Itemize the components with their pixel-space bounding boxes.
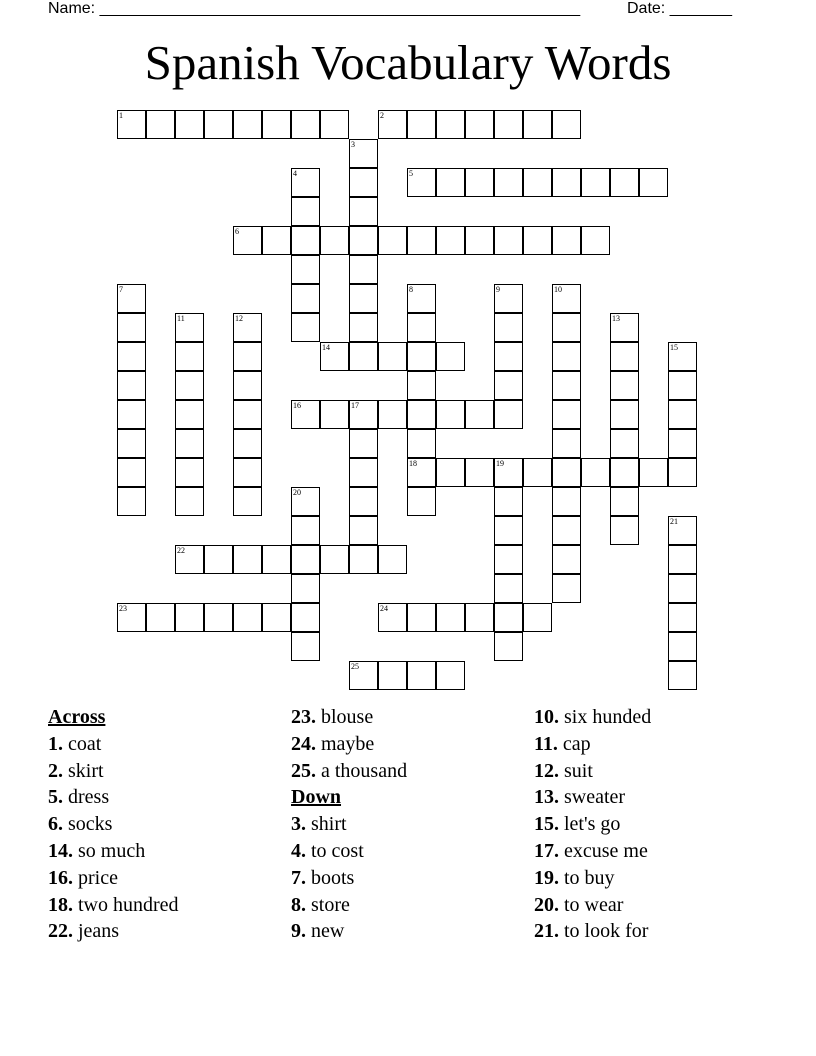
crossword-cell[interactable] (668, 516, 697, 545)
clue-number: 10 (554, 285, 562, 294)
crossword-cell[interactable] (204, 545, 233, 574)
crossword-cell[interactable] (146, 110, 175, 139)
clue-item-text: jeans (73, 920, 120, 943)
crossword-cell[interactable] (581, 226, 610, 255)
clue-item (291, 704, 407, 731)
crossword-cell[interactable] (494, 110, 523, 139)
crossword-cell[interactable] (233, 342, 262, 371)
crossword-cell[interactable] (407, 487, 436, 516)
crossword-cell[interactable] (349, 458, 378, 487)
crossword-cell[interactable] (494, 371, 523, 400)
clue-item-number: 21. (534, 920, 559, 943)
clue-item (291, 838, 407, 865)
clue-item (534, 704, 651, 731)
crossword-cell[interactable] (494, 342, 523, 371)
clue-item-number: 10. (534, 706, 559, 728)
crossword-cell[interactable] (494, 168, 523, 197)
crossword-cell[interactable] (523, 603, 552, 632)
crossword-cell[interactable] (117, 603, 146, 632)
crossword-cell[interactable] (320, 342, 349, 371)
clue-item-number: 7. (291, 866, 306, 889)
crossword-cell[interactable] (494, 545, 523, 574)
clue-item-number: 5. (48, 786, 63, 809)
clue-item-text: maybe (316, 732, 375, 755)
clue-item (48, 758, 179, 785)
clue-number: 1 (119, 111, 123, 120)
clue-item-number: 3. (291, 813, 306, 836)
crossword-cell[interactable] (175, 487, 204, 516)
crossword-cell[interactable] (552, 400, 581, 429)
clue-section-heading: Down (291, 786, 342, 809)
crossword-cell[interactable] (117, 487, 146, 516)
clue-item-text: boots (306, 866, 355, 889)
clue-item (291, 918, 407, 945)
crossword-cell[interactable] (494, 603, 523, 632)
crossword-cell[interactable] (610, 516, 639, 545)
crossword-cell[interactable] (610, 342, 639, 371)
clue-item-text: store (306, 893, 350, 916)
crossword-cell[interactable] (610, 458, 639, 487)
crossword-cell[interactable] (552, 458, 581, 487)
crossword-cell[interactable] (436, 342, 465, 371)
clue-number: 15 (670, 343, 678, 352)
crossword-cell[interactable] (233, 110, 262, 139)
crossword-cell[interactable] (407, 603, 436, 632)
clue-item-number: 11. (534, 732, 558, 755)
clue-item-text: price (73, 866, 118, 889)
clue-item-text: let's go (559, 813, 621, 836)
crossword-cell[interactable] (262, 226, 291, 255)
crossword-cell[interactable] (523, 168, 552, 197)
crossword-cell[interactable] (552, 487, 581, 516)
crossword-cell[interactable] (552, 168, 581, 197)
crossword-cell[interactable] (494, 313, 523, 342)
crossword-cell[interactable] (349, 342, 378, 371)
crossword-cell[interactable] (523, 226, 552, 255)
clues-column-3 (534, 704, 651, 945)
crossword-cell[interactable] (494, 516, 523, 545)
crossword-cell[interactable] (668, 371, 697, 400)
crossword-cell[interactable] (610, 487, 639, 516)
clue-item-number: 25. (291, 759, 316, 782)
clue-number: 23 (119, 604, 127, 613)
crossword-cell[interactable] (610, 168, 639, 197)
crossword-cell[interactable] (291, 603, 320, 632)
crossword-cell[interactable] (233, 545, 262, 574)
clue-item-number: 16. (48, 866, 73, 889)
clue-item-number: 20. (534, 893, 559, 916)
crossword-cell[interactable] (117, 110, 146, 139)
crossword-cell[interactable] (668, 632, 697, 661)
crossword-cell[interactable] (668, 574, 697, 603)
crossword-cell[interactable] (407, 226, 436, 255)
crossword-cell[interactable] (407, 313, 436, 342)
clue-number: 11 (177, 314, 185, 323)
crossword-cell[interactable] (320, 226, 349, 255)
clue-item (48, 892, 179, 919)
clue-item (534, 892, 651, 919)
clue-number: 6 (235, 227, 239, 236)
clue-item (534, 758, 651, 785)
crossword-cell[interactable] (175, 313, 204, 342)
crossword-cell[interactable] (175, 603, 204, 632)
clue-number: 12 (235, 314, 243, 323)
clue-item-text: shirt (306, 813, 347, 836)
clues-column-1 (48, 704, 179, 945)
clue-item (291, 892, 407, 919)
clue-item (291, 758, 407, 785)
clue-item-text: two hundred (73, 893, 179, 916)
clue-item-number: 15. (534, 813, 559, 836)
crossword-cell[interactable] (349, 255, 378, 284)
crossword-cell[interactable] (378, 603, 407, 632)
crossword-cell[interactable] (175, 429, 204, 458)
crossword-cell[interactable] (668, 603, 697, 632)
crossword-cell[interactable] (436, 603, 465, 632)
crossword-cell[interactable] (291, 255, 320, 284)
crossword-cell[interactable] (407, 458, 436, 487)
clue-number: 14 (322, 343, 330, 352)
crossword-cell[interactable] (407, 110, 436, 139)
crossword-cell[interactable] (233, 487, 262, 516)
crossword-cell[interactable] (262, 545, 291, 574)
crossword-cell[interactable] (436, 226, 465, 255)
crossword-cell[interactable] (349, 429, 378, 458)
crossword-cell[interactable] (233, 603, 262, 632)
clue-item (534, 811, 651, 838)
crossword-cell[interactable] (523, 458, 552, 487)
clue-item-text: to buy (559, 866, 615, 889)
clue-number: 7 (119, 285, 123, 294)
clue-item-text: socks (63, 813, 113, 836)
crossword-cell[interactable] (407, 400, 436, 429)
crossword-cell[interactable] (552, 574, 581, 603)
clue-number: 18 (409, 459, 417, 468)
crossword-cell[interactable] (407, 661, 436, 690)
crossword-cell[interactable] (610, 371, 639, 400)
crossword-cell[interactable] (233, 226, 262, 255)
clue-number: 13 (612, 314, 620, 323)
crossword-cell[interactable] (407, 371, 436, 400)
crossword-cell[interactable] (175, 458, 204, 487)
crossword-cell[interactable] (291, 574, 320, 603)
clue-number: 19 (496, 459, 504, 468)
clue-item-text: sweater (559, 786, 626, 809)
crossword-cell[interactable] (494, 226, 523, 255)
clue-item-number: 13. (534, 786, 559, 809)
crossword-cell[interactable] (552, 545, 581, 574)
crossword-cell[interactable] (668, 661, 697, 690)
crossword-cell[interactable] (117, 284, 146, 313)
crossword-cell[interactable] (552, 284, 581, 313)
crossword-cell[interactable] (639, 458, 668, 487)
clue-number: 3 (351, 140, 355, 149)
clue-item-number: 1. (48, 732, 63, 755)
clue-item-number: 12. (534, 759, 559, 782)
clue-item-text: six hunded (559, 706, 652, 728)
clue-item-number: 24. (291, 732, 316, 755)
crossword-cell[interactable] (349, 226, 378, 255)
crossword-cell[interactable] (378, 400, 407, 429)
crossword-cell[interactable] (668, 429, 697, 458)
crossword-cell[interactable] (320, 400, 349, 429)
crossword-cell[interactable] (581, 458, 610, 487)
crossword-cell[interactable] (349, 545, 378, 574)
clue-number: 9 (496, 285, 500, 294)
crossword-cell[interactable] (291, 487, 320, 516)
crossword-cell[interactable] (378, 342, 407, 371)
crossword-cell[interactable] (291, 400, 320, 429)
crossword-cell[interactable] (320, 110, 349, 139)
clue-number: 25 (351, 662, 359, 671)
clue-item-text: a thousand (316, 759, 408, 782)
crossword-cell[interactable] (291, 110, 320, 139)
crossword-cell[interactable] (175, 545, 204, 574)
clue-item (48, 865, 179, 892)
crossword-cell[interactable] (349, 661, 378, 690)
clue-item-text: to wear (559, 893, 624, 916)
crossword-cell[interactable] (436, 168, 465, 197)
crossword-cell[interactable] (349, 139, 378, 168)
clue-number: 24 (380, 604, 388, 613)
clue-number: 20 (293, 488, 301, 497)
clue-item (534, 918, 651, 945)
crossword-cell[interactable] (465, 458, 494, 487)
crossword-cell[interactable] (581, 168, 610, 197)
crossword-cell[interactable] (117, 313, 146, 342)
crossword-cell[interactable] (552, 110, 581, 139)
crossword-cell[interactable] (175, 342, 204, 371)
crossword-cell[interactable] (204, 110, 233, 139)
clue-item-number: 17. (534, 839, 559, 862)
crossword-cell[interactable] (523, 110, 552, 139)
clue-item-number: 14. (48, 839, 73, 862)
clue-item (291, 865, 407, 892)
crossword-cell[interactable] (668, 545, 697, 574)
crossword-cell[interactable] (117, 458, 146, 487)
crossword-cell[interactable] (494, 632, 523, 661)
crossword-cell[interactable] (552, 342, 581, 371)
clue-item-number: 4. (291, 839, 306, 862)
crossword-cell[interactable] (262, 110, 291, 139)
crossword-cell[interactable] (378, 661, 407, 690)
crossword-cell[interactable] (668, 342, 697, 371)
clue-number: 8 (409, 285, 413, 294)
crossword-cell[interactable] (494, 487, 523, 516)
crossword-cell[interactable] (407, 342, 436, 371)
page-title: Spanish Vocabulary Words (144, 35, 672, 90)
clue-item (534, 865, 651, 892)
clues-column-2 (291, 704, 407, 945)
clue-item-number: 18. (48, 893, 73, 916)
crossword-cell[interactable] (552, 313, 581, 342)
clue-item-text: coat (63, 732, 102, 755)
clue-item (534, 784, 651, 811)
crossword-cell[interactable] (378, 545, 407, 574)
crossword-cell[interactable] (668, 458, 697, 487)
crossword-cell[interactable] (349, 400, 378, 429)
crossword-cell[interactable] (407, 429, 436, 458)
crossword-cell[interactable] (117, 400, 146, 429)
crossword-cell[interactable] (610, 400, 639, 429)
crossword-cell[interactable] (494, 400, 523, 429)
crossword-cell[interactable] (233, 458, 262, 487)
crossword-cell[interactable] (436, 661, 465, 690)
crossword-cell[interactable] (552, 371, 581, 400)
clue-section-heading: Across (48, 706, 106, 728)
clue-number: 5 (409, 169, 413, 178)
crossword-cell[interactable] (349, 168, 378, 197)
crossword-cell[interactable] (291, 168, 320, 197)
clue-item (534, 838, 651, 865)
crossword-cell[interactable] (610, 313, 639, 342)
crossword-cell[interactable] (494, 574, 523, 603)
crossword-cell[interactable] (378, 226, 407, 255)
crossword-cell[interactable] (233, 371, 262, 400)
clue-item-text: so much (73, 839, 146, 862)
crossword-cell[interactable] (233, 400, 262, 429)
clue-item-number: 22. (48, 920, 73, 943)
clue-item-number: 23. (291, 706, 316, 728)
clue-item (48, 731, 179, 758)
crossword-cell[interactable] (291, 545, 320, 574)
clue-item-text: blouse (316, 706, 374, 728)
crossword-cell[interactable] (349, 284, 378, 313)
crossword-cell[interactable] (668, 400, 697, 429)
clue-item-text: skirt (63, 759, 104, 782)
crossword-cell[interactable] (291, 197, 320, 226)
crossword-cell[interactable] (117, 342, 146, 371)
crossword-cell[interactable] (378, 110, 407, 139)
clue-item-text: excuse me (559, 839, 648, 862)
clue-item-number: 9. (291, 920, 306, 943)
crossword-cell[interactable] (552, 516, 581, 545)
crossword-cell[interactable] (233, 429, 262, 458)
clue-number: 4 (293, 169, 297, 178)
crossword-cell[interactable] (465, 110, 494, 139)
crossword-cell[interactable] (146, 603, 175, 632)
crossword-cell[interactable] (291, 226, 320, 255)
clue-item (291, 811, 407, 838)
clue-item (48, 784, 179, 811)
crossword-cell[interactable] (349, 487, 378, 516)
clue-item-text: cap (557, 732, 591, 755)
crossword-cell[interactable] (436, 110, 465, 139)
clue-number: 17 (351, 401, 359, 410)
crossword-cell[interactable] (291, 284, 320, 313)
clue-item-number: 19. (534, 866, 559, 889)
crossword-cell[interactable] (552, 226, 581, 255)
crossword-cell[interactable] (494, 458, 523, 487)
clue-item-number: 6. (48, 813, 63, 836)
crossword-cell[interactable] (465, 168, 494, 197)
crossword-cell[interactable] (291, 313, 320, 342)
clue-number: 16 (293, 401, 301, 410)
clue-item (534, 731, 651, 758)
clue-item (48, 838, 179, 865)
clue-item-text: to cost (306, 839, 364, 862)
crossword-cell[interactable] (552, 429, 581, 458)
crossword-cell[interactable] (465, 603, 494, 632)
clue-item (48, 918, 179, 945)
crossword-cell[interactable] (291, 632, 320, 661)
crossword-cell[interactable] (436, 400, 465, 429)
clue-number: 21 (670, 517, 678, 526)
crossword-cell[interactable] (233, 313, 262, 342)
clue-item-text: new (306, 920, 345, 943)
clue-item (48, 811, 179, 838)
crossword-cell[interactable] (204, 603, 233, 632)
crossword-cell[interactable] (407, 284, 436, 313)
clue-item-text: dress (63, 786, 110, 809)
crossword-cell[interactable] (175, 400, 204, 429)
crossword-cell[interactable] (349, 516, 378, 545)
date-field[interactable]: Date: _______ (627, 0, 732, 17)
name-field[interactable]: Name: ______________________________________________________ (48, 0, 581, 17)
crossword-cell[interactable] (407, 168, 436, 197)
crossword-cell[interactable] (639, 168, 668, 197)
crossword-cell[interactable] (291, 516, 320, 545)
crossword-cell[interactable] (117, 429, 146, 458)
crossword-cell[interactable] (117, 371, 146, 400)
clue-item-text: to look for (559, 920, 649, 943)
crossword-cell[interactable] (465, 226, 494, 255)
crossword-cell[interactable] (436, 458, 465, 487)
clue-number: 22 (177, 546, 185, 555)
clue-item-text: suit (559, 759, 593, 782)
clue-item (291, 731, 407, 758)
clue-item-number: 2. (48, 759, 63, 782)
clue-number: 2 (380, 111, 384, 120)
crossword-cell[interactable] (349, 313, 378, 342)
crossword-cell[interactable] (175, 371, 204, 400)
crossword-cell[interactable] (610, 429, 639, 458)
crossword-cell[interactable] (320, 545, 349, 574)
crossword-cell[interactable] (175, 110, 204, 139)
clue-item-number: 8. (291, 893, 306, 916)
crossword-cell[interactable] (349, 197, 378, 226)
crossword-cell[interactable] (465, 400, 494, 429)
crossword-cell[interactable] (262, 603, 291, 632)
crossword-cell[interactable] (494, 284, 523, 313)
